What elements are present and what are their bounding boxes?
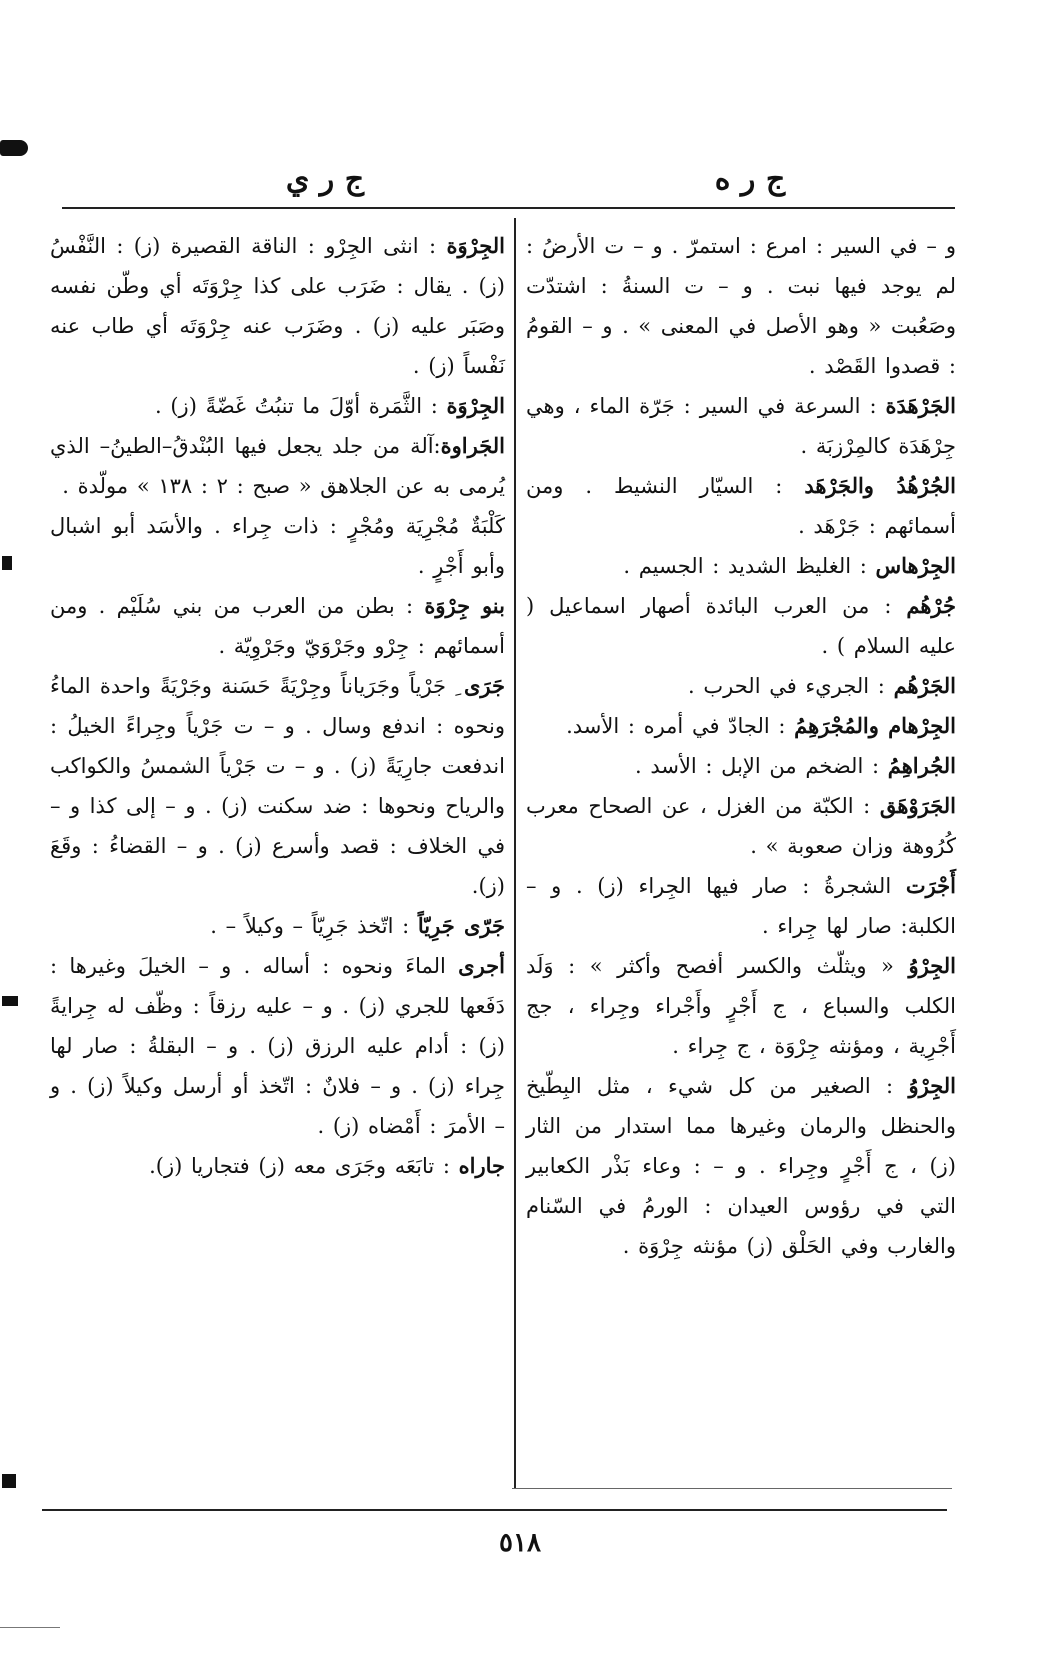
entry-definition: : الكبّة من الغزل ، عن الصحاح معرب كُرُوهة وزان صعوبة » . xyxy=(526,794,956,858)
dictionary-entry xyxy=(526,866,956,946)
dictionary-entry xyxy=(526,706,956,746)
entry-headword: الجِرْوَة xyxy=(446,393,505,418)
entry-headword: الجِرْهاس xyxy=(875,553,956,578)
page-number: ٥١٨ xyxy=(499,1528,541,1558)
running-head-left: ج ر ي xyxy=(285,162,365,197)
column-end-rule xyxy=(512,1488,952,1489)
dictionary-entry xyxy=(526,786,956,866)
dictionary-entry xyxy=(526,386,956,466)
scan-mark xyxy=(0,140,28,156)
dictionary-entry xyxy=(50,666,505,906)
entry-headword: جُرْهُم xyxy=(906,593,956,618)
scan-mark xyxy=(2,556,12,570)
entry-definition: :آلة من جلد يجعل فيها البُنْدقُ–الطينُ– الذي يُرمى به عن الجلاهق « صبح : ٢ : ١٣٨ » مولّدة . xyxy=(50,434,505,498)
right-column xyxy=(526,226,956,1266)
entry-definition: : من العرب البائدة أصهار اسماعيل ( عليه السلام ) . xyxy=(526,594,956,658)
entry-headword: أَجْرَت xyxy=(905,873,956,898)
entry-definition: « ويثلّث والكسر أفصح وأكثر » : وَلَد الكلب والسباع ، ج أَجْرٍ وأَجْراء وجِراء ، جج أَجْرِية ، ومؤنثه جِرْوَة ، ج جِراء . xyxy=(526,954,956,1058)
entry-headword: الجُرْهُدُ والجَرْهَد xyxy=(804,473,957,498)
dictionary-entry xyxy=(526,1066,956,1266)
dictionary-entry xyxy=(50,506,505,586)
scan-mark xyxy=(2,996,18,1006)
dictionary-entry xyxy=(50,1146,505,1186)
entry-definition: : الضخم من الإبل : الأسد . xyxy=(634,754,888,778)
left-column xyxy=(50,226,505,1186)
dictionary-entry xyxy=(526,746,956,786)
entry-definition: : السرعة في السير : جَرّة الماء ، وهي جِرْهَدَة كالمِرْزبَة . xyxy=(526,394,956,458)
dictionary-entry xyxy=(526,946,956,1066)
entry-headword: الجِرْوُ xyxy=(908,953,956,978)
entry-definition: الشجرةُ : صار فيها الجِراء (ز) . و – الكلبة: صار لها جِراء . xyxy=(526,874,956,938)
entry-headword: الجَرْهُم xyxy=(893,673,956,698)
dictionary-entry xyxy=(50,906,505,946)
entry-headword: الجَراوة xyxy=(440,433,505,458)
entry-definition: : الصغير من كل شيء ، مثل البِطّيخ والحنظل والرمان وغيرها مما استدار من الثار (ز) ، ج أَجْرٍ وجِراء . و – : وعاء بَذْر الكعابير التي في رؤوس العيدان : الورمُ في السّنام والغارب وفي الحَلْق (ز) مؤنثه جِرْوَة . xyxy=(526,1074,956,1258)
entry-headword: جاراه xyxy=(458,1153,505,1178)
scan-mark xyxy=(2,1474,16,1488)
entry-headword: الجُراهِمُ xyxy=(887,753,956,778)
dictionary-entry xyxy=(526,466,956,546)
entry-definition: : الثَّمَرة أوّلَ ما تنبُتُ غَضّةً (ز) . xyxy=(155,394,447,418)
entry-definition: : الغليظ الشديد : الجسيم . xyxy=(623,554,876,578)
entry-headword: الجِرْوُ xyxy=(908,1073,956,1098)
scan-edge-line xyxy=(0,1627,60,1628)
entry-definition: : تابَعَه وجَرَى معه (ز) فتجاريا (ز). xyxy=(149,1154,459,1178)
dictionary-entry xyxy=(50,586,505,666)
dictionary-entry xyxy=(50,946,505,1146)
entry-definition: الماءَ ونحوه : أساله . و – الخيلَ وغيرها : دَفَعها للجري (ز) . و – عليه رزقاً : وظّف له جِرايةً (ز) : أدام عليه الرزق (ز) . و – البقلةُ : صار لها جِراء (ز) . و – فلانٌ : اتّخذ أو أرسل وكيلاً (ز) . و – الأمرَ : أَمْضاه (ز) . xyxy=(50,954,505,1138)
dictionary-entry xyxy=(526,226,956,386)
entry-definition: و – في السير : امرع : استمرّ . و – ت الأرضُ : لم يوجد فيها نبت . و – ت السنةُ : اشتدّت وصَعُبت « وهو الأصل في المعنى » . و – القومُ : قصدوا القَصْد . xyxy=(526,234,956,378)
dictionary-entry xyxy=(50,386,505,426)
dictionary-entry xyxy=(526,546,956,586)
entry-definition: : السيّار النشيط . ومن أسمائهم : جَرْهَد . xyxy=(526,474,956,538)
entry-headword: الجَرْهَدَة xyxy=(885,393,956,418)
dictionary-entry xyxy=(526,586,956,666)
dictionary-entry xyxy=(50,226,505,386)
entry-definition: : انثى الجِرْو : الناقة القصيرة (ز) : النَّفْسُ (ز) . يقال : ضَرَب على كذا جِرْوَتَه أي وطّن نفسه وصَبَر عليه (ز) . وضَرَب عنه جِرْوَتَه أي طاب عنه نَفْساً (ز) . xyxy=(50,234,505,378)
entry-definition: : الجادّ في أمره : الأسد. xyxy=(566,714,795,738)
entry-headword: جَرَى xyxy=(463,673,505,698)
entry-definition: ِ جَرْياً وجَرَياناً وجِرْيَةً حَسَنة وجَرْيَةً واحدة الماءُ ونحوه : اندفع وسال . و – ت جَرْياً وجِراءً الخيلُ : اندفعت جارِيَةً (ز) . و – ت جَرْياً الشمسُ والكواكب والرياح ونحوها : ضد سكنت (ز) . و – إلى كذا و – في الخلاف : قصد وأسرع (ز) . و – القضاءُ : وقَعَ (ز). xyxy=(50,674,505,898)
entry-headword: أجرى xyxy=(458,953,505,978)
entry-headword: الجِرْهام والمُجْرَهِمُ xyxy=(794,713,956,738)
running-head-right: ج ر ه xyxy=(714,162,786,197)
dictionary-entry xyxy=(526,666,956,706)
footer-rule xyxy=(42,1509,947,1511)
entry-headword: الجِرْوَة xyxy=(446,233,505,258)
entry-definition: كَلْبَةٌ مُجْرِيَة ومُجْرٍ : ذات جِراء . والأسَد أبو اشبال وأبو أَجْرٍ . xyxy=(50,514,505,578)
entry-headword: الجَرَوْهَق xyxy=(879,793,956,818)
entry-headword: بنو جِرْوَة xyxy=(424,593,505,618)
entry-definition: : بطن من العرب من بني سُلَيْم . ومن أسمائهم : جِرْو وجَرْوَيّ وجَرْوِيّة . xyxy=(50,594,505,658)
dictionary-entry xyxy=(50,426,505,506)
column-divider xyxy=(514,218,516,1488)
entry-definition: : اتّخذ جَرِيّاً – وكيلاً – . xyxy=(210,914,418,938)
entry-definition: : الجريء في الحرب . xyxy=(688,674,894,698)
entry-headword: جَرّى جَرِيّاً xyxy=(417,913,505,938)
header-rule xyxy=(62,207,955,209)
